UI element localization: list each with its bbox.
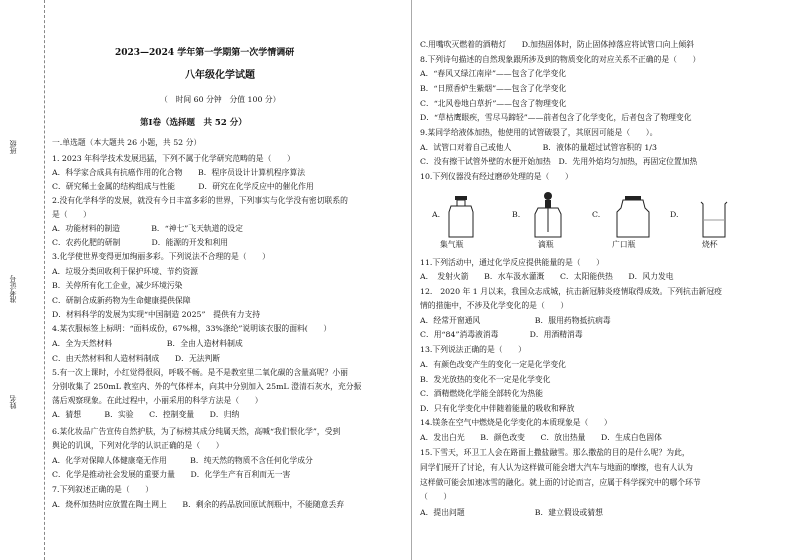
binding-line [44, 0, 45, 560]
right-question-line: A．有颜色改变产生的变化一定是化学变化 [420, 360, 566, 369]
left-question-line: B．关停所有化工企业，减少环境污染 [52, 281, 183, 290]
left-question-line: 舆论的讥讽，下列对化学的认识正确的是（ ） [52, 441, 224, 450]
right-question-line: C．没有擦干试管外壁的水便开始加热 D．先用外焰均匀加热，再固定位置加热 [420, 157, 698, 166]
option-a-label: A. [432, 210, 441, 219]
right-question-line: 8.下列诗句描述的自然现象跟所涉及到的物质变化的对应关系不正确的是（ ） [420, 55, 701, 64]
name-dropper-bottle: 滴瓶 [538, 240, 554, 249]
left-question-line: C．农药化肥的研制 D．能源的开发和利用 [52, 238, 228, 247]
right-question-line: B．“日照香炉生紫烟”——包含了化学变化 [420, 84, 567, 93]
right-question-line: B．发光放热的变化不一定是化学变化 [420, 375, 551, 384]
right-question-line: D．只有化学变化中伴随着能量的吸收和释放 [420, 404, 575, 413]
right-question-line: A．发出白光 B．颜色改变 C．放出热量 D．生成白色固体 [420, 433, 662, 442]
left-question-line: 7.下列叙述正确的是（ ） [52, 485, 154, 494]
sidebar-name-label: 姓名 [9, 395, 17, 409]
right-question-line: C．“北风卷地白草折”——包含了物理变化 [420, 99, 567, 108]
sidebar-class-label: 班级 [9, 140, 17, 154]
right-question-line: 同学们展开了讨论，有人认为这样做可能会增大汽车与地面的摩擦，也有人认为 [420, 463, 693, 472]
right-question-line: A． 发射火箭 B．水车汲水灌溉 C．太阳能供热 D．风力发电 [420, 272, 674, 281]
right-question-line: 12. 2020 年 1 月以来，我国众志成城，抗击新冠肺炎疫情取得成效。下列抗击新冠疫 [420, 287, 722, 296]
right-question-line: 这样做可能会加速冰雪的融化。就上面的讨论而言，应属于科学探究中的哪个环节 [420, 478, 701, 487]
right-question-line: A．试管口对着自己或他人 B．液体的量超过试管容积的 1/3 [420, 143, 657, 152]
left-question-line: 4.某衣服标签上标明：“面料成份，67%棉，33%涤纶”说明该衣服的面料( ） [52, 324, 332, 333]
option-d-label: D. [670, 210, 679, 219]
left-question-line: C．化学是推动社会发展的重要力量 D．化学生产有百利而无一害 [52, 470, 291, 479]
left-question-line: D．材料科学的发展为实现“中国制造 2025” 提供有力支持 [52, 310, 261, 319]
right-question-line: A．经常开窗通风 B．服用药物抵抗病毒 [420, 316, 611, 325]
right-question-line: 15.下雪天，环卫工人会在路面上撒盐融雪。那么撒盐的目的是什么呢？为此， [420, 448, 690, 457]
dropper-bottle-icon [535, 192, 561, 237]
left-question-line: 5.有一次上课时，小红觉得很闷，呼吸不畅。是不是教室里二氧化碳的含量高呢？小丽 [52, 368, 348, 377]
right-question-line: C.用嘴吹灭燃着的酒精灯 D.加热固体时，防止固体掉落应将试管口向上倾斜 [420, 40, 694, 49]
column-divider [411, 0, 412, 560]
right-question-line: C．用“84”消毒液消毒 D．用酒精消毒 [420, 330, 583, 339]
right-question-line: A．“春风又绿江南岸”——包含了化学变化 [420, 69, 567, 78]
right-question-line: A．提出问题 B．建立假设或猜想 [420, 508, 603, 517]
right-question-line: C．酒精燃烧化学能全部转化为热能 [420, 389, 543, 398]
right-question-line: 10.下列仪器没有经过磨砂处理的是（ ） [420, 172, 573, 181]
right-question-line: 9.某同学给液体加热，他使用的试管破裂了，其原因可能是（ ）。 [420, 128, 658, 137]
left-question-line: 1. 2023 年科学技术发展迅猛，下列不属于化学研究范畴的是（ ） [52, 154, 295, 163]
left-question-line: A．猜想 B．实验 C．控制变量 D．归纳 [52, 410, 240, 419]
left-question-line: A．垃圾分类回收利于保护环境、节约资源 [52, 267, 198, 276]
wide-mouth-bottle-icon [617, 196, 649, 237]
exam-subtitle: 八年级化学试题 [185, 70, 255, 81]
left-question-line: A．化学对保障人体健康毫无作用 B．纯天然的物质不含任何化学成分 [52, 456, 313, 465]
left-question-line: 是（ ） [52, 210, 91, 219]
left-question-line: A．全为天然材料 B．全由人造材料制成 [52, 339, 243, 348]
right-question-line: 11.下列活动中，通过化学反应提供能量的是（ ） [420, 258, 604, 267]
part-heading: 一.单选题（本大题共 26 小题，共 52 分） [52, 138, 202, 147]
left-question-line: 分别收集了 250mL 教室内、外的气体样本，向其中分别加入 25mL 澄清石灰水，充分振 [52, 382, 362, 391]
exam-title: 2023—2024 学年第一学期第一次学情调研 [115, 48, 295, 58]
left-question-line: A．功能材料的制造 B．“神七”飞天轨道的设定 [52, 224, 243, 233]
gas-collecting-bottle-icon [449, 196, 473, 237]
left-question-line: C．研制合成新药物为生命健康提供保障 [52, 296, 191, 305]
left-question-line: 荡后观察现象。在此过程中，小丽采用的科学方法是（ ） [52, 396, 263, 405]
left-question-line: C．研究稀土金属的结构组成与性能 D．研究在化学反应中的催化作用 [52, 182, 314, 191]
left-question-line: 2.没有化学科学的发展，就没有今日丰富多彩的世界，下列事实与化学没有密切联系的 [52, 196, 348, 205]
name-gas-bottle: 集气瓶 [440, 240, 464, 249]
lab-glassware-figure [425, 192, 785, 262]
left-question-line: C．由天然材料和人造材料制成 D．无法判断 [52, 354, 221, 363]
beaker-icon [701, 202, 727, 237]
right-question-line: D．“草枯鹰眼疾，雪尽马蹄轻”——前者包含了化学变化，后者包含了物理变化 [420, 113, 692, 122]
left-question-line: A．烧杯加热时应放置在陶土网上 B．剩余的药品放回原试剂瓶中，不能随意丢弃 [52, 500, 345, 509]
section-title: 第Ⅰ卷（选择题 共 52 分） [140, 118, 247, 128]
left-question-line: 3.化学使世界变得更加绚丽多彩。下列说法不合理的是（ ） [52, 252, 270, 261]
right-question-line: 13.下列说法正确的是（ ） [420, 345, 526, 354]
time-info: （ 时间 60 分钟 分值 100 分） [160, 95, 281, 104]
left-question-line: 6.某化妆品广告宣传自然护肤，为了标榜其成分纯属天然，高喊“我们恨化学”，受到 [52, 427, 341, 436]
option-b-label: B. [512, 210, 521, 219]
name-wide-mouth-bottle: 广口瓶 [612, 240, 636, 249]
right-question-line: 14.镁条在空气中燃烧是化学变化的本质现象是（ ） [420, 418, 612, 427]
name-beaker: 烧杯 [702, 240, 718, 249]
sidebar-id-label: 准考证号 [9, 275, 17, 303]
right-question-line: （ ） [420, 492, 452, 501]
left-question-line: A．科学家合成具有抗癌作用的化合物 B．程序员设计计算机程序算法 [52, 168, 306, 177]
option-c-label: C. [592, 210, 601, 219]
right-question-line: 情的措施中，不涉及化学变化的是（ ） [420, 301, 569, 310]
